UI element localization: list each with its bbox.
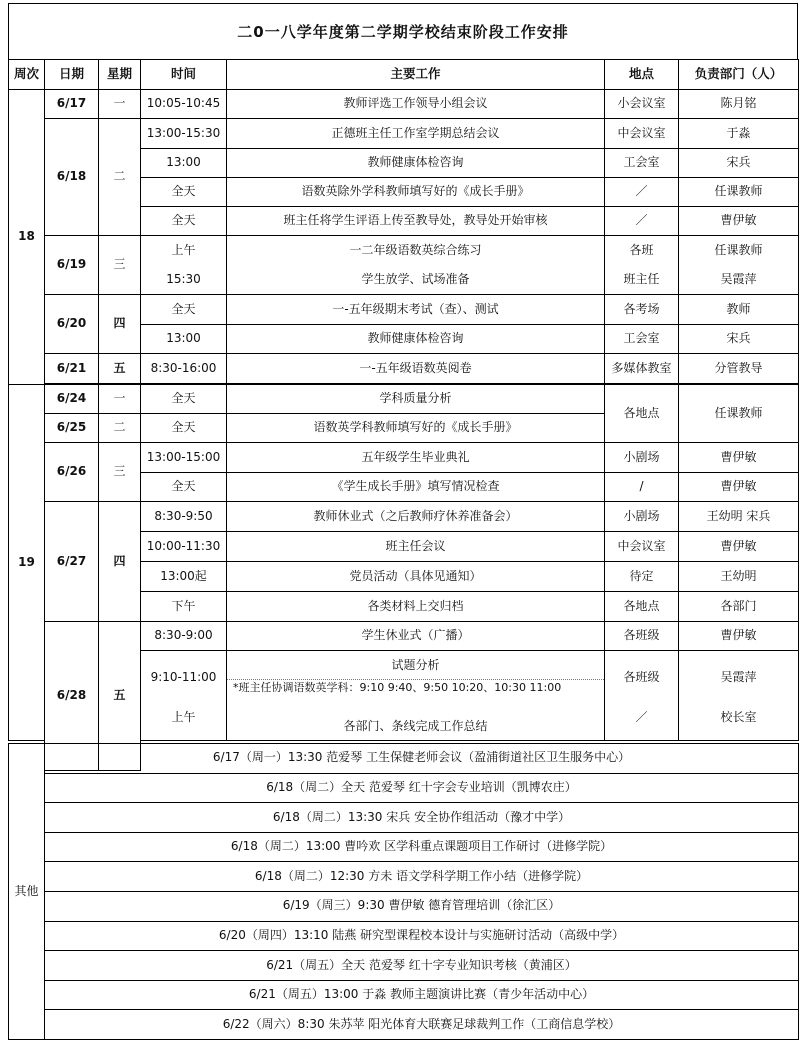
other-item-row [9,980,799,1010]
place-sub: ／ [635,709,648,724]
work-cell: 教师健康体检咨询 [227,325,605,354]
week-cell: 19 [9,385,45,741]
dept-sub: 吴霞萍 [720,272,757,286]
table-row [9,502,799,532]
other-item: 6/18（周二）12:30 方未 语文学科学期工作小结（进修学院） [45,862,799,892]
date-cell: 6/17 [45,90,99,119]
dept-cell: 宋兵 [679,325,799,354]
date-cell: 6/21 [45,354,99,384]
other-item: 6/17（周一）13:30 范爱琴 工生保健老师会议（盈浦街道社区卫生服务中心） [45,744,799,774]
table-row [9,90,799,119]
date-cell: 6/19 [45,236,99,295]
sheet-title: 二0一八学年度第二学期学校结束阶段工作安排 [8,3,798,59]
time-cell: 13:00 [141,149,227,178]
work-cell: 教师休业式（之后教师疗休养准备会） [227,502,605,532]
other-item: 6/19（周三）9:30 曹伊敏 德育管理培训（徐汇区） [45,891,799,921]
table-row [9,236,799,295]
time-cell: 10:00-11:30 [141,532,227,562]
dept-cell: 各部门 [679,592,799,622]
work-cell: 一-五年级期末考试（查）、测试 [227,295,605,325]
other-item-row [9,832,799,862]
dept-cell: 王幼明 [679,562,799,592]
place-cell: 小会议室 [605,90,679,119]
weekday-cell: 一 [99,90,141,119]
work-sub: 各部门、条线完成工作总结 [343,719,488,733]
table-row [9,443,799,473]
header-date: 日期 [45,60,99,90]
other-item-row [9,1010,799,1040]
place-cell: ／ [605,178,679,207]
work-cell [227,236,605,295]
header-time: 时间 [141,60,227,90]
dept-cell: 宋兵 [679,149,799,178]
header-work: 主要工作 [227,60,605,90]
dept-sub: 校长室 [720,709,757,724]
work-cell: 正德班主任工作室学期总结会议 [227,119,605,149]
table-row [9,385,799,414]
date-cell: 6/26 [45,443,99,502]
work-cell: 《学生成长手册》填写情况检查 [227,473,605,502]
place-sub: 各班级 [623,670,660,684]
time-cell: 13:00-15:00 [141,443,227,473]
place-cell [605,236,679,295]
work-cell: 语数英学科教师填写好的《成长手册》 [227,414,605,443]
work-cell: 一-五年级语数英阅卷 [227,354,605,384]
place-cell: 工会室 [605,325,679,354]
dept-cell: 于淼 [679,119,799,149]
place-cell: 待定 [605,562,679,592]
header-weekday: 星期 [99,60,141,90]
other-item: 6/18（周二）全天 范爱琴 红十字会专业培训（凯博农庄） [45,773,799,803]
place-sub: 各班 [629,243,654,257]
weekday-cell: 四 [99,295,141,354]
weekday-cell: 四 [99,502,141,622]
weekday-cell: 二 [99,119,141,236]
other-item: 6/18（周二）13:00 曹吟欢 区学科重点课题项目工作研讨（进修学院） [45,832,799,862]
header-row [9,60,799,90]
time-cell [141,236,227,295]
work-cell: 教师评选工作领导小组会议 [227,90,605,119]
place-cell: 各地点 [605,592,679,622]
date-cell: 6/24 [45,385,99,414]
table-row [9,622,799,651]
work-cell: 党员活动（具体见通知） [227,562,605,592]
place-cell: 中会议室 [605,119,679,149]
other-item: 6/20（周四）13:10 陆燕 研究型课程校本设计与实施研讨活动（高级中学） [45,921,799,951]
week-cell: 18 [9,90,45,385]
time-cell: 全天 [141,473,227,502]
other-item: 6/21（周五）13:00 于淼 教师主题演讲比赛（青少年活动中心） [45,980,799,1010]
other-item-row [9,803,799,833]
work-sub: 学生放学、试场准备 [361,272,470,286]
header-week: 周次 [9,60,45,90]
other-item: 6/18（周二）13:30 宋兵 安全协作组活动（豫才中学） [45,803,799,833]
weekday-cell: 二 [99,414,141,443]
dept-cell: 王幼明 宋兵 [679,502,799,532]
time-cell: 全天 [141,207,227,236]
dept-cell: 任课教师 [679,178,799,207]
work-cell: 各类材料上交归档 [227,592,605,622]
work-sub: 试题分析 [227,651,604,680]
work-cell: 学科质量分析 [227,385,605,414]
dept-cell: 曹伊敏 [679,473,799,502]
weekday-cell: 一 [99,385,141,414]
other-item-row [9,744,799,774]
other-item-row [9,773,799,803]
time-sub: 15:30 [166,272,201,286]
work-detail: *班主任协调语数英学科：9:10 9:40、9:50 10:20、10:30 11:00 [233,681,562,694]
dept-cell: 任课教师 [679,385,799,443]
dept-cell: 曹伊敏 [679,443,799,473]
work-cell [227,651,605,741]
place-cell: ／ [605,207,679,236]
time-cell: 13:00 [141,325,227,354]
date-cell: 6/18 [45,119,99,236]
weekday-cell: 三 [99,236,141,295]
time-cell: 全天 [141,385,227,414]
time-cell: 全天 [141,414,227,443]
other-item-row [9,951,799,981]
date-cell: 6/28 [45,622,99,771]
place-cell: 各地点 [605,385,679,443]
dept-cell: 陈月铭 [679,90,799,119]
table-row [9,295,799,325]
weekday-cell: 五 [99,354,141,384]
other-item: 6/22（周六）8:30 朱苏苹 阳光体育大联赛足球裁判工作（工商信息学校） [45,1010,799,1040]
place-cell: 工会室 [605,149,679,178]
time-cell: 10:05-10:45 [141,90,227,119]
date-cell: 6/25 [45,414,99,443]
place-cell: 各班级 [605,622,679,651]
header-place: 地点 [605,60,679,90]
work-sub: 一二年级语数英综合练习 [349,243,482,257]
schedule-table [8,59,799,771]
place-sub: 班主任 [623,272,660,286]
dept-sub: 吴霞萍 [720,670,757,684]
time-sub: 上午 [171,243,196,257]
time-cell: 13:00-15:30 [141,119,227,149]
weekday-cell: 三 [99,443,141,502]
place-cell [605,651,679,741]
date-cell: 6/20 [45,295,99,354]
dept-cell: 曹伊敏 [679,622,799,651]
time-sub: 9:10-11:00 [150,670,217,684]
other-item-row [9,862,799,892]
dept-cell: 教师 [679,295,799,325]
other-item-row [9,891,799,921]
weekday-cell: 五 [99,622,141,771]
place-cell: / [605,473,679,502]
work-cell: 教师健康体检咨询 [227,149,605,178]
dept-cell: 曹伊敏 [679,207,799,236]
time-cell: 8:30-9:50 [141,502,227,532]
place-cell: 各考场 [605,295,679,325]
time-cell: 全天 [141,178,227,207]
other-item: 6/21（周五）全天 范爱琴 红十字专业知识考核（黄浦区） [45,951,799,981]
table-row [9,354,799,384]
date-cell: 6/27 [45,502,99,622]
dept-cell [679,651,799,741]
work-cell: 语数英除外学科教师填写好的《成长手册》 [227,178,605,207]
other-item-row [9,921,799,951]
header-dept: 负责部门（人） [679,60,799,90]
table-row [9,119,799,149]
place-cell: 多媒体教室 [605,354,679,384]
dept-cell: 曹伊敏 [679,532,799,562]
place-cell: 小剧场 [605,443,679,473]
work-cell: 班主任会议 [227,532,605,562]
place-cell: 小剧场 [605,502,679,532]
place-cell: 中会议室 [605,532,679,562]
time-sub: 上午 [171,709,196,724]
work-cell: 班主任将学生评语上传至教导处，教导处开始审核 [227,207,605,236]
time-cell: 8:30-9:00 [141,622,227,651]
dept-cell [679,236,799,295]
time-cell [141,651,227,741]
work-cell: 五年级学生毕业典礼 [227,443,605,473]
time-cell: 下午 [141,592,227,622]
dept-sub: 任课教师 [714,243,763,257]
time-cell: 8:30-16:00 [141,354,227,384]
other-label: 其他 [9,744,45,1040]
work-cell: 学生休业式（广播） [227,622,605,651]
time-cell: 全天 [141,295,227,325]
time-cell: 13:00起 [141,562,227,592]
dept-cell: 分管教导 [679,354,799,384]
other-table [8,743,799,1040]
